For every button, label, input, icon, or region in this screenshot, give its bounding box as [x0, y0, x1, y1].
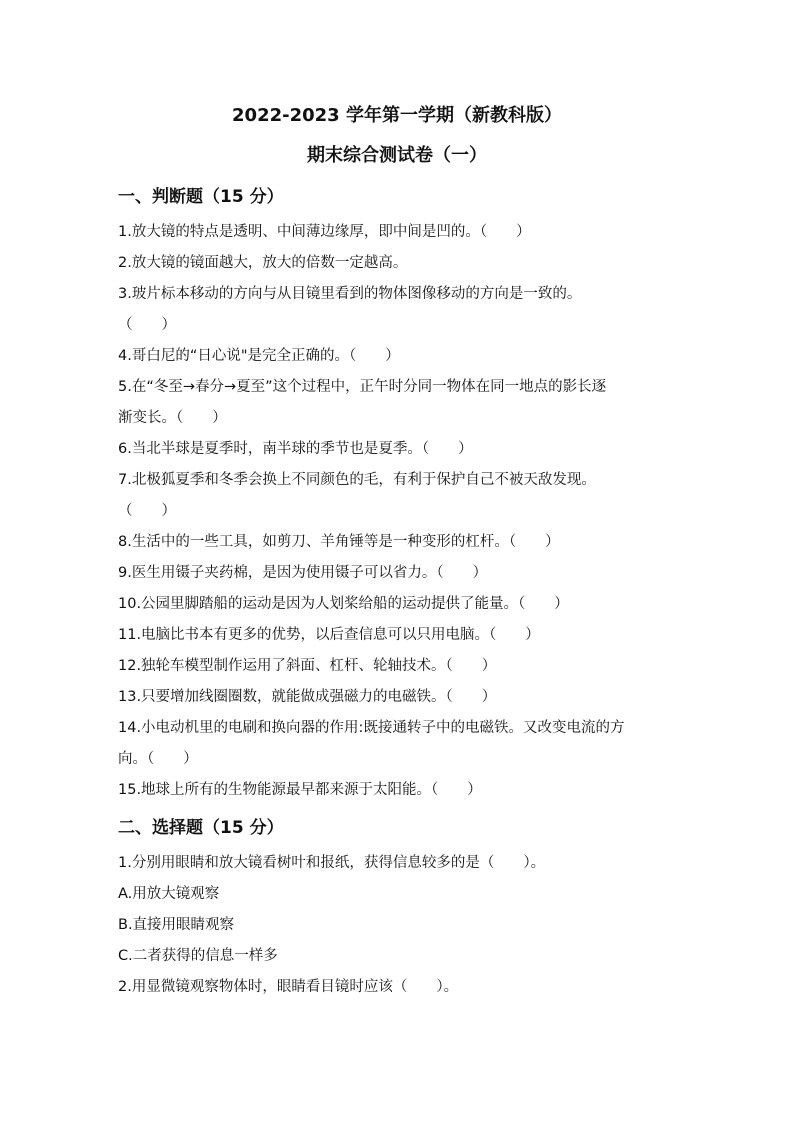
question-7-continuation: （ ）: [118, 503, 176, 519]
choice-option-a: A.用放大镜观察: [118, 886, 220, 902]
question-3-continuation: （ ）: [118, 317, 176, 333]
choice-option-c: C.二者获得的信息一样多: [118, 948, 278, 964]
section-heading-multiple-choice: 二、选择题（15 分）: [118, 818, 284, 838]
choice-option-b: B.直接用眼睛观察: [118, 917, 235, 933]
question-2: 2.放大镜的镜面越大，放大的倍数一定越高。: [118, 255, 408, 271]
question-10: 10.公园里脚踏船的运动是因为人划桨给船的运动提供了能量。（ ）: [118, 596, 569, 612]
choice-question-2: 2.用显微镜观察物体时，眼睛看目镜时应该（ ）。: [118, 979, 459, 995]
multiple-choice-list: [118, 848, 676, 1003]
section-heading-true-false: 一、判断题（15 分）: [118, 187, 284, 207]
true-false-question-list: [118, 217, 676, 806]
question-12: 12.独轮车模型制作运用了斜面、杠杆、轮轴技术。（ ）: [118, 658, 497, 674]
question-6: 6.当北半球是夏季时，南半球的季节也是夏季。（ ）: [118, 441, 473, 457]
question-13: 13.只要增加线圈圈数，就能做成强磁力的电磁铁。（ ）: [118, 689, 497, 705]
question-15: 15.地球上所有的生物能源最早都来源于太阳能。（ ）: [118, 782, 482, 798]
question-5-continuation: 渐变长。（ ）: [118, 410, 227, 426]
question-8: 8.生活中的一些工具，如剪刀、羊角锤等是一种变形的杠杆。（ ）: [118, 534, 560, 550]
question-14: 14.小电动机里的电刷和换向器的作用:既接通转子中的电磁铁。又改变电流的方: [118, 720, 625, 736]
question-4: 4.哥白尼的“日心说"是完全正确的。（ ）: [118, 348, 400, 364]
question-5: 5.在“冬至→春分→夏至”这个过程中，正午时分同一物体在同一地点的影长逐: [118, 379, 607, 395]
choice-question-1: 1.分别用眼睛和放大镜看树叶和报纸，获得信息较多的是（ ）。: [118, 855, 546, 871]
question-11: 11.电脑比书本有更多的优势，以后查信息可以只用电脑。（ ）: [118, 627, 540, 643]
exam-subtitle: 期末综合测试卷（一）: [307, 145, 487, 166]
question-1: 1.放大镜的特点是透明、中间薄边缘厚，即中间是凹的。（ ）: [118, 224, 531, 240]
question-9: 9.医生用镊子夹药棉，是因为使用镊子可以省力。（ ）: [118, 565, 488, 581]
question-14-continuation: 向。（ ）: [118, 751, 198, 767]
exam-title: 2022-2023 学年第一学期（新教科版）: [232, 105, 562, 126]
question-7: 7.北极狐夏季和冬季会换上不同颜色的毛，有利于保护自己不被天敌发现。: [118, 472, 596, 488]
question-3: 3.玻片标本移动的方向与从目镜里看到的物体图像移动的方向是一致的。: [118, 286, 582, 302]
